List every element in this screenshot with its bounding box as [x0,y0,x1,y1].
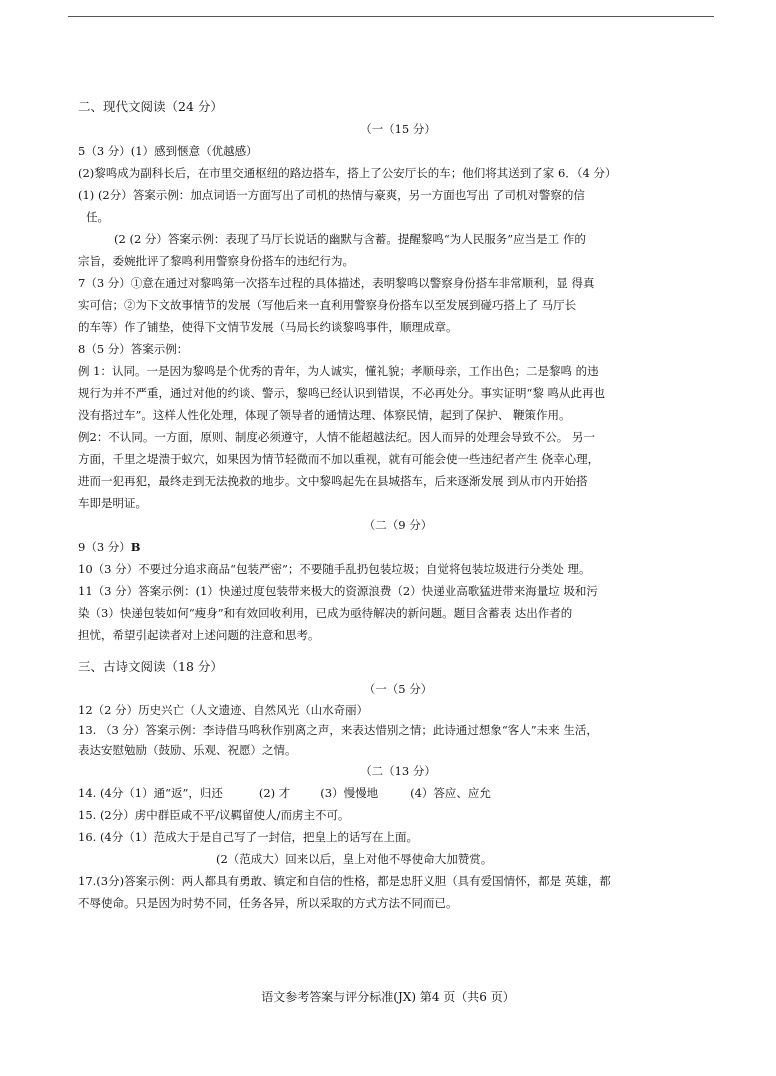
answer-6-4: 宗旨，委婉批评了黎鸣利用警察身份搭车的违纪行为。 [78,254,354,268]
answer-11-2: 染（3）快递包装如何“瘦身”和有效回收利用，已成为亟待解决的新问题。题目含蓄表 达出作者的 [78,606,573,620]
answer-8-4: 例2：不认同。一方面，原则、制度必须遵守，人情不能超越法纪。因人而异的处理会导致不公。 另一 [78,430,595,444]
answer-14-b: (2) 才 [258,786,291,800]
answer-8-2: 规行为并不严重，通过对他的约谈、警示，黎鸣已经认识到错误，不必再处分。事实证明“黎 鸣从此再也 [78,386,606,400]
header-rule [68,16,714,17]
answer-8-3: 没有搭过车”。这样人性化处理，体现了领导者的通情达理、体察民情，起到了保护、 鞭策作用。 [78,408,571,422]
answer-14 [78,782,718,804]
answer-16-2: (2（范成大）回来以后，皇上对他不辱使命大加赞赏。 [216,852,493,866]
answer-14-a: 14. (4分（1）通“返”，归还 [78,786,223,800]
subsection-title: （一（15 分） [360,122,436,136]
answer-13-2: 表达安慰勉励（鼓励、乐观、祝愿）之情。 [78,743,297,757]
answer-8-0: 8（5 分）答案示例： [78,342,189,356]
section-title-classical-reading: 三、古诗文阅读（18 分） [78,659,223,674]
subsection-title: （二（13 分） [360,764,436,778]
answer-15: 15. (2分）虏中群臣咸不平/议羁留使人/而虏主不可。 [78,808,350,822]
answer-17-1: 17.(3分)答案示例：两人都具有勇敢、镇定和自信的性格，都是忠肝义胆（具有爱国情怀，都是 英雄，都 [78,874,611,888]
answer-11-3: 担忧，希望引起读者对上述问题的注意和思考。 [78,628,320,642]
answer-7-3: 的车等）作了铺垫，使得下文情节发展（马局长约谈黎鸣事件，顺理成章。 [78,320,458,334]
answer-16-1: 16. (4分（1）范成大于是自己写了一封信，把皇上的话写在上面。 [78,830,419,844]
section-title-modern-reading: 二、现代文阅读（24 分） [78,99,223,114]
answer-9 [78,536,718,558]
answer-8-1: 例 1：认同。一是因为黎鸣是个优秀的青年，为人诚实，懂礼貌；孝顺母亲，工作出色；二是黎鸣 的违 [78,364,599,378]
answer-14-c: (3）慢慢地 [320,786,379,800]
answer-6-3: (2 (2 分）答案示例：表现了马厅长说话的幽默与含蓄。提醒黎鸣“为人民服务”应当是工 作的 [114,232,586,246]
answer-6-1: (1) (2分）答案示例：加点词语一方面写出了司机的热情与豪爽，另一方面也写出 了司机对警察的信 [78,188,585,202]
answer-8-6: 进而一犯再犯，最终走到无法挽救的地步。文中黎鸣起先在县城搭车，后来逐渐发展 到从市内开始搭 [78,474,588,488]
subsection-title: （二（9 分） [363,518,433,532]
answer-13-1: 13. （3 分）答案示例：李诗借马鸣秋作别离之声，来表达惜别之情；此诗通过想象“客人”未来 生活， [78,723,598,737]
answer-17-2: 不辱使命。只是因为时势不同，任务各异，所以采取的方式方法不同而已。 [78,896,458,910]
subsection-title: （一（5 分） [363,682,433,696]
answer-11-1: 11（3 分）答案示例：(1）快递过度包装带来极大的资源浪费（2）快递业高歌猛进带来海量垃 圾和污 [78,584,598,598]
answer-8-7: 车即是明证。 [78,496,147,510]
answer-page [78,96,718,914]
answer-14-d: (4）答应、应允 [410,786,491,800]
page-footer: 语文参考答案与评分标准(JX) 第4 页（共6 页） [261,990,515,1004]
answer-7-1: 7（3 分）①意在通过对黎鸣第一次搭车过程的具体描述，表明黎鸣以警察身份搭车非常顺利，显 得真 [78,276,595,290]
answer-5-2: (2)黎鸣成为副科长后，在市里交通枢纽的路边搭车，搭上了公安厅长的车；他们将其送到了家 6．（4 分） [78,166,617,180]
answer-10: 10（3 分）不要过分追求商品“包装严密”；不要随手乱扔包装垃圾；自觉将包装垃圾进行分类处 理。 [78,562,591,576]
answer-8-5: 方面，千里之堤溃于蚁穴，如果因为情节轻微而不加以重视，就有可能会使一些违纪者产生 侥幸心理， [78,452,600,466]
answer-5-1: 5（3 分）(1）感到惬意（优越感） [78,144,258,158]
answer-12: 12（2 分）历史兴亡（人文遗迹、自然风光（山水奇丽） [78,703,369,717]
answer-9-label: 9（3 分） [78,540,131,554]
answer-7-2: 实可信；②为下文故事情节的发展（写他后来一直利用警察身份搭车以至发展到碰巧搭上了 马厅长 [78,298,577,312]
answer-9-choice: B [130,540,141,554]
answer-6-2: 任。 [86,210,109,224]
